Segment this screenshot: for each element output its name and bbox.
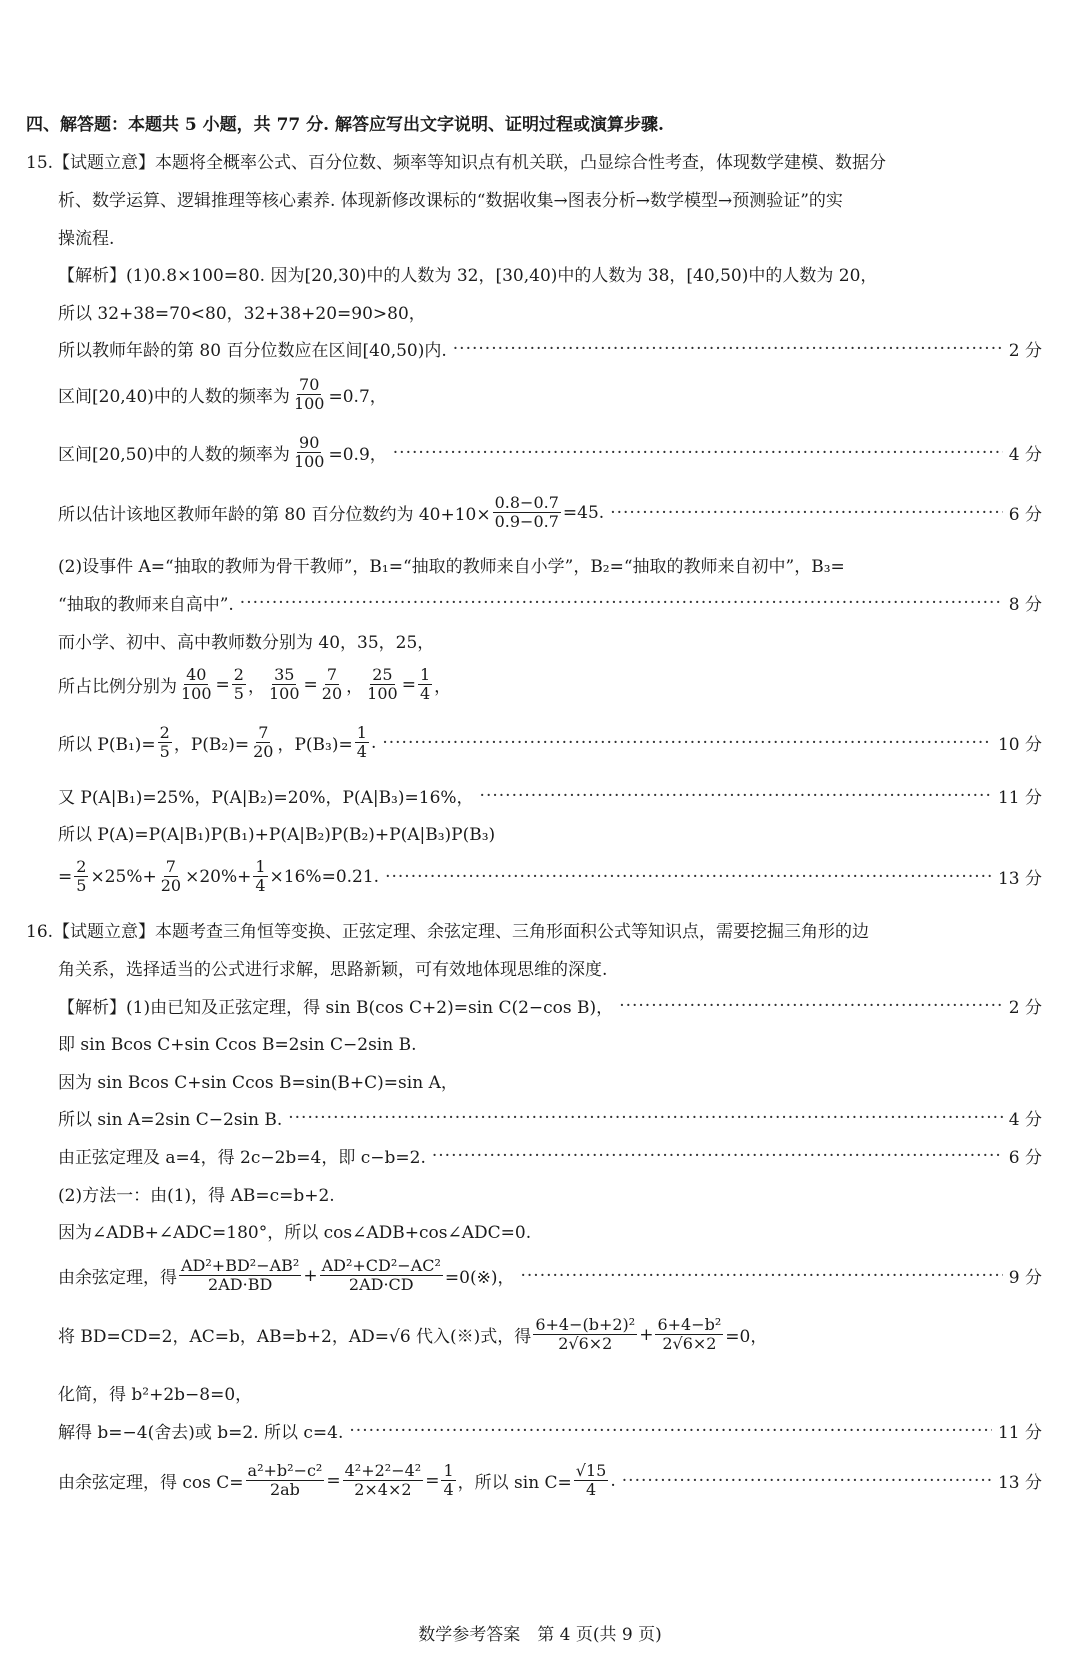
q16-solution-line	[58, 1418, 1042, 1443]
numerator: 1	[356, 723, 367, 742]
fraction	[320, 1257, 443, 1295]
numerator: a²+b²−c²	[247, 1461, 323, 1480]
numerator: 7	[165, 857, 176, 876]
score-label: 4 分	[1008, 1110, 1042, 1130]
fraction	[292, 434, 327, 472]
fraction	[74, 858, 88, 896]
q16-solution-line: 由余弦定理，得 cos C= $\frac{\text{a²+b²−c²}}{2ab}$ = $\frac{\text{4²+2²−4²}}{2\times 4\times 2}$ = $\frac{1}{4}$ ，所以 sin C= $\frac{√15}{4}$ . ····· 13 分	[58, 1462, 1042, 1500]
denominator: 20	[160, 876, 182, 896]
score-dots	[622, 1471, 992, 1491]
score-dots	[480, 786, 992, 806]
numerator: 90	[299, 433, 320, 452]
denominator: 2√6×2	[662, 1334, 717, 1354]
fraction	[343, 1462, 424, 1500]
denominator: 4	[443, 1480, 454, 1500]
step-text: ×25%+	[90, 866, 157, 887]
fraction	[574, 1462, 609, 1500]
fraction	[493, 494, 561, 532]
q15-solution-line	[58, 783, 1042, 808]
score-label: 11 分	[997, 788, 1042, 808]
fraction	[292, 376, 327, 414]
q15-solution-line	[58, 336, 1042, 361]
score-label: 8 分	[1008, 595, 1042, 615]
numerator: 40	[186, 665, 207, 684]
denominator: 100	[181, 684, 212, 704]
step-text: =	[58, 866, 73, 887]
score-label: 2 分	[1008, 998, 1042, 1018]
fraction	[655, 1316, 723, 1354]
score-dots	[349, 1421, 992, 1441]
numerator: 6+4−b²	[657, 1315, 722, 1334]
step-text: 所占比例分别为	[58, 677, 177, 698]
denominator: 100	[268, 684, 300, 704]
fraction	[246, 1462, 325, 1500]
q16-solution-line: (2)方法一：由(1)，得 AB=c=b+2.	[58, 1186, 335, 1206]
score-label: 9 分	[1008, 1268, 1042, 1289]
step-text: =0.9，	[328, 445, 387, 466]
q16-solution-line	[58, 1105, 1042, 1130]
numerator: 1	[443, 1461, 454, 1480]
denominator: 20	[253, 742, 274, 762]
q15-solution-line: (2)设事件 A=“抽取的教师为骨干教师”，B₁=“抽取的教师来自小学”，B₂=“抽取的教师来自初中”，B₃=	[58, 557, 845, 577]
q15-solution-line	[58, 434, 1042, 472]
numerator: 35	[274, 665, 295, 684]
step-text: .	[370, 732, 377, 753]
denominator: 5	[233, 684, 244, 704]
numerator: 4²+2²−4²	[344, 1461, 422, 1480]
step-text: ×16%=0.21.	[269, 866, 380, 887]
fraction	[267, 666, 302, 704]
score-dots	[432, 1146, 1003, 1166]
step-text: 所以 sin A=2sin C−2sin B.	[58, 1110, 283, 1130]
section-header: 四、解答题：本题共 5 小题，共 77 分. 解答应写出文字说明、证明过程或演算步骤.	[26, 115, 664, 135]
step-text: 由余弦定理，得 cos C=	[58, 1473, 244, 1494]
step-text: ，所以 sin C=	[457, 1473, 572, 1494]
numerator: AD²+CD²−AC²	[321, 1256, 441, 1275]
q15-solution-line: 所以 P(A)=P(A|B₁)P(B₁)+P(A|B₂)P(B₂)+P(A|B₃)P(B₃)	[58, 825, 496, 845]
step-text: 区间[20,50)中的人数的频率为	[58, 445, 290, 466]
q15-solution-line: 所占比例分别为 $\frac{40}{100}$ = $\frac{2}{5}$ ， $\frac{35}{100}$ = $\frac{7}{20}$ ， $\frac{25}{100}$ = $\frac{1}{4}$ ，	[58, 665, 452, 704]
fraction	[179, 1257, 301, 1295]
denominator: 4	[419, 684, 431, 704]
denominator: 4	[255, 876, 266, 896]
q15-solution-line	[58, 590, 1042, 615]
step-text: 区间[20,40)中的人数的频率为	[58, 387, 290, 408]
q15-solution-line	[58, 494, 1042, 532]
q15-solution-line: 【解析】(1)0.8×100=80. 因为[20,30)中的人数为 32，[30,40)中的人数为 38，[40,50)中的人数为 20，	[58, 266, 878, 286]
step-text: =0(※)，	[444, 1268, 515, 1289]
score-dots	[385, 867, 992, 887]
q16-solution-line: 因为∠ADB+∠ADC=180°，所以 cos∠ADB+cos∠ADC=0.	[58, 1223, 532, 1243]
fraction	[251, 724, 275, 762]
score-dots	[393, 443, 1003, 463]
fraction	[441, 1462, 455, 1500]
denominator: 5	[76, 876, 87, 896]
step-text: 所以 P(B₁)=	[58, 735, 156, 756]
step-text: =0.7，	[328, 387, 387, 408]
fraction	[365, 666, 400, 704]
q16-solution-line: 因为 sin Bcos C+sin Ccos B=sin(B+C)=sin A，	[58, 1073, 458, 1093]
numerator: 2	[76, 857, 87, 876]
step-text: 所以估计该地区教师年龄的第 80 百分位数约为 40+10×	[58, 505, 491, 526]
denominator: 100	[367, 684, 398, 704]
numerator: 70	[299, 375, 320, 394]
q16-solution-line: 即 sin Bcos C+sin Ccos B=2sin C−2sin B.	[58, 1035, 417, 1055]
denominator: 2AD·BD	[208, 1275, 273, 1295]
fraction	[158, 724, 172, 762]
score-label: 6 分	[1008, 505, 1042, 526]
score-dots	[382, 733, 992, 753]
score-label: 13 分	[997, 1473, 1042, 1494]
fraction	[418, 666, 432, 704]
page-footer: 数学参考答案 第 4 页(共 9 页)	[418, 1625, 662, 1645]
numerator: 1	[419, 665, 431, 684]
step-text: ×20%+	[185, 866, 252, 887]
denominator: 5	[159, 742, 170, 762]
q16-solution-line	[58, 1143, 1042, 1168]
numerator: 2	[159, 723, 170, 742]
numerator: √15	[575, 1461, 607, 1480]
numerator: 1	[255, 857, 266, 876]
step-text: 由正弦定理及 a=4，得 2c−2b=4，即 c−b=2.	[58, 1148, 426, 1168]
denominator: 4	[356, 742, 367, 762]
q16-solution-line: 由余弦定理，得 $\frac{\text{AD²+BD²−AB²}}{2AD\cdot BD}$ + $\frac{\text{AD²+CD²−AC²}}{2AD\cdot CD}$ =0(※)， ····· 9 分	[58, 1257, 1042, 1295]
fraction	[232, 666, 246, 704]
denominator: 0.9−0.7	[494, 512, 559, 532]
fraction	[179, 666, 214, 704]
q16-solution-line: 化简，得 b²+2b−8=0，	[58, 1385, 253, 1405]
step-text: =0，	[725, 1327, 768, 1348]
q15-solution-line: 而小学、初中、高中教师数分别为 40，35，25，	[58, 633, 435, 653]
fraction	[253, 858, 267, 896]
score-label: 4 分	[1008, 445, 1042, 466]
fraction	[533, 1316, 637, 1354]
score-dots	[520, 1266, 1002, 1286]
denominator: 100	[293, 452, 325, 472]
step-text: 【解析】(1)由已知及正弦定理，得 sin B(cos C+2)=sin C(2−cos B)，	[58, 998, 614, 1018]
q15-intro-line: 15.【试题立意】本题将全概率公式、百分位数、频率等知识点有机关联，凸显综合性考查，体现数学建模、数据分	[26, 153, 887, 173]
score-label: 10 分	[997, 735, 1042, 756]
q15-solution-line: 所以 32+38=70<80，32+38+20=90>80，	[58, 304, 426, 324]
denominator: 2ab	[269, 1480, 300, 1500]
fraction	[320, 666, 344, 704]
q15-solution-line	[58, 376, 387, 414]
numerator: 6+4−(b+2)²	[535, 1315, 636, 1334]
score-dots	[453, 339, 1003, 359]
step-text: 由余弦定理，得	[58, 1268, 177, 1289]
q16-intro-line: 角关系，选择适当的公式进行求解，思路新颖，可有效地体现思维的深度.	[58, 960, 608, 980]
step-text: “抽取的教师来自高中”.	[58, 595, 234, 615]
score-label: 2 分	[1008, 341, 1042, 361]
q15-solution-line	[58, 724, 1042, 762]
score-label: 13 分	[997, 869, 1042, 890]
denominator: 2AD·CD	[348, 1275, 414, 1295]
numerator: 2	[233, 665, 244, 684]
step-text: ，P(B₃)=	[277, 735, 353, 756]
numerator: 7	[258, 723, 269, 742]
denominator: 100	[293, 394, 325, 414]
q15-intro-line: 操流程.	[58, 229, 115, 249]
numerator: 0.8−0.7	[494, 493, 559, 512]
denominator: 2√6×2	[558, 1334, 613, 1354]
score-dots	[619, 996, 1003, 1016]
score-dots	[610, 503, 1003, 523]
numerator: 25	[372, 665, 393, 684]
score-dots	[240, 593, 1003, 613]
q16-solution-line: 将 BD=CD=2，AC=b，AB=b+2，AD=√6 代入(※)式，得 $\frac{\text{6+4−(b+2)²}}{2√6\times 2}$ + $\frac{\text{6+4−b²}}{2√6\times 2}$ =0，	[58, 1315, 768, 1354]
q15-solution-line	[58, 858, 1042, 896]
score-label: 11 分	[997, 1423, 1042, 1443]
q15-intro-line: 析、数学运算、逻辑推理等核心素养. 体现新修改课标的“数据收集→图表分析→数学模型→预测验证”的实	[58, 191, 843, 211]
fraction	[159, 858, 183, 896]
fraction	[355, 724, 369, 762]
score-label: 6 分	[1008, 1148, 1042, 1168]
step-text: ，P(B₂)=	[173, 735, 250, 756]
step-text: 将 BD=CD=2，AC=b，AB=b+2，AD=√6 代入(※)式，得	[58, 1327, 532, 1348]
step-text: =45.	[562, 502, 605, 523]
q16-solution-line	[58, 993, 1042, 1018]
denominator: 20	[321, 684, 343, 704]
step-text: 又 P(A|B₁)=25%，P(A|B₂)=20%，P(A|B₃)=16%，	[58, 788, 474, 808]
numerator: AD²+BD²−AB²	[181, 1256, 300, 1275]
step-text: .	[610, 1470, 616, 1491]
denominator: 4	[585, 1480, 597, 1500]
numerator: 7	[326, 665, 338, 684]
score-dots	[288, 1108, 1003, 1128]
q16-intro-line: 16.【试题立意】本题考查三角恒等变换、正弦定理、余弦定理、三角形面积公式等知识点，需要挖掘三角形的边	[26, 922, 870, 942]
denominator: 2×4×2	[354, 1480, 412, 1500]
step-text: 解得 b=−4(舍去)或 b=2. 所以 c=4.	[58, 1423, 344, 1443]
step-text: 所以教师年龄的第 80 百分位数应在区间[40,50)内.	[58, 341, 447, 361]
